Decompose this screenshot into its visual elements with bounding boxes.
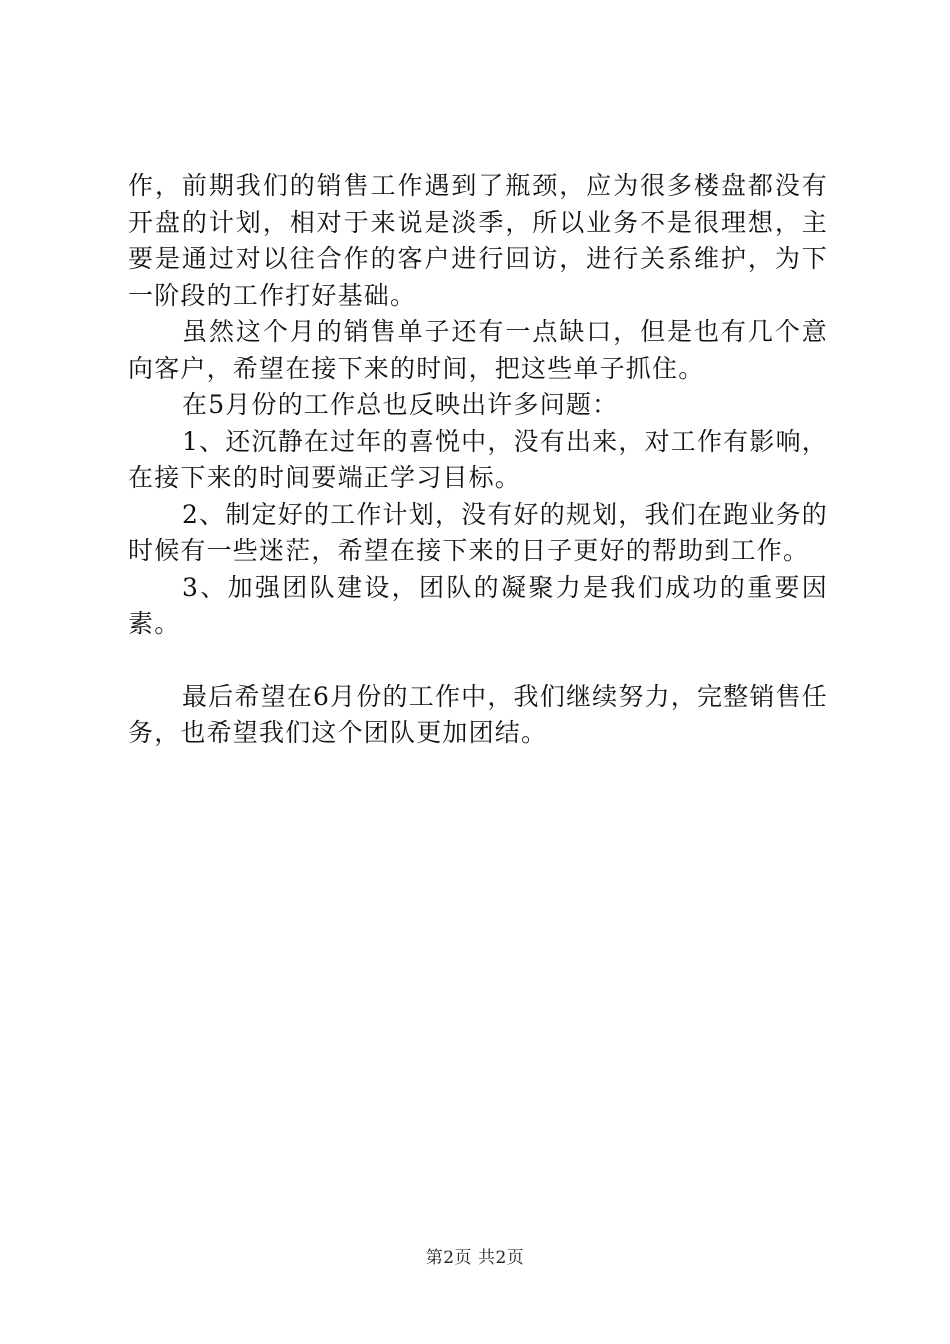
list-item-problem-2: 2、制定好的工作计划，没有好的规划，我们在跑业务的时候有一些迷茫，希望在接下来的日子更好的帮助到工作。 <box>128 499 828 565</box>
page-number-footer: 第2页 共2页 <box>425 1248 525 1268</box>
paragraph-problems-intro: 在5月份的工作总也反映出许多问题： <box>182 390 619 419</box>
paragraph-continuation: 作，前期我们的销售工作遇到了瓶颈，应为很多楼盘都没有开盘的计划，相对于来说是淡季，所以业务不是很理想，主要是通过对以往合作的客户进行回访，进行关系维护，为下一阶段的工作打好基础。 <box>128 171 828 310</box>
paragraph-sales-gap: 虽然这个月的销售单子还有一点缺口，但是也有几个意向客户，希望在接下来的时间，把这些单子抓住。 <box>128 317 828 383</box>
document-body <box>128 168 828 752</box>
list-item-problem-1: 1、还沉静在过年的喜悦中，没有出来，对工作有影响，在接下来的时间要端正学习目标。 <box>128 426 828 492</box>
paragraph-spacer <box>128 643 828 679</box>
paragraph-closing: 最后希望在6月份的工作中，我们继续努力，完整销售任务，也希望我们这个团队更加团结。 <box>128 681 828 747</box>
list-item-problem-3: 3、加强团队建设，团队的凝聚力是我们成功的重要因素。 <box>128 572 828 638</box>
